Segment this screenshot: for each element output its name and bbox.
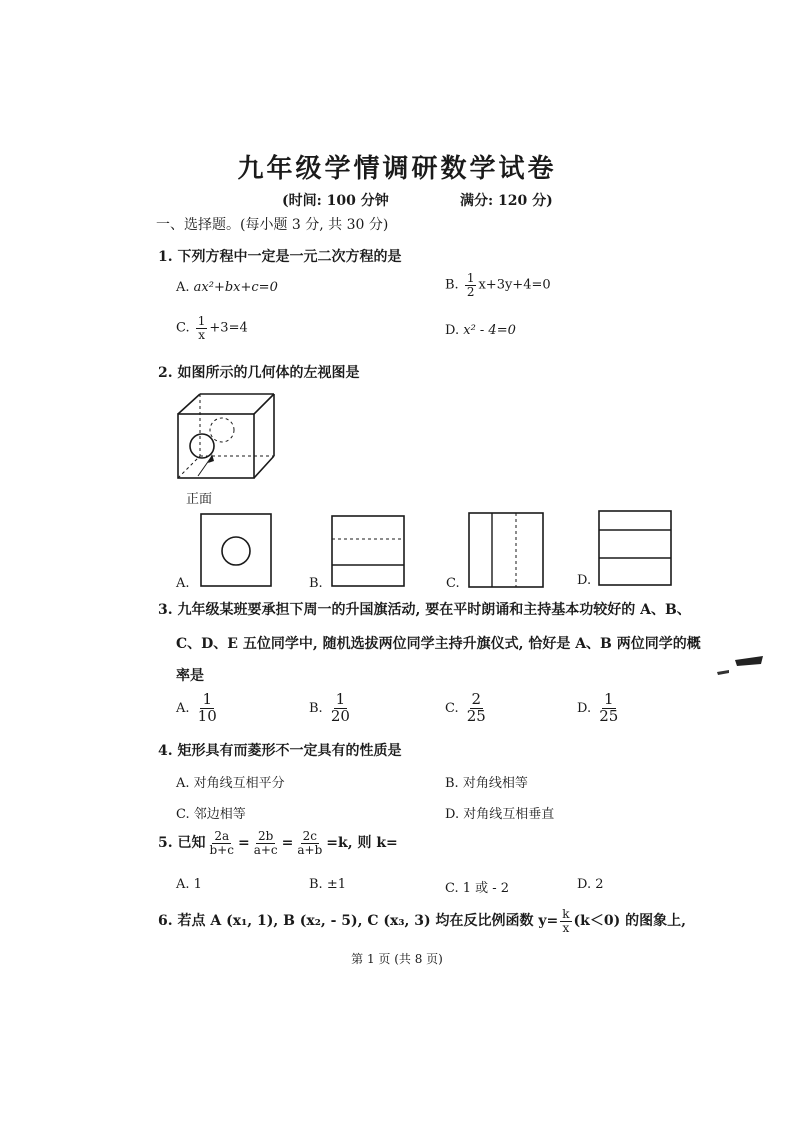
question-3-line-3: 率是 <box>176 668 204 684</box>
fraction: $\frac{1}{10}$ <box>197 690 217 725</box>
view-c-label: C. <box>446 576 460 591</box>
q5-option-c: C. 1 或 - 2 <box>445 881 510 896</box>
fraction: $\frac{2a}{b+c}$ <box>209 829 234 857</box>
option-label: A. <box>176 700 190 716</box>
option-label: B. <box>445 277 459 293</box>
scan-smudge <box>715 654 765 678</box>
question-3-line-2: C、D、E 五位同学中, 随机选拔两位同学主持升旗仪式, 恰好是 A、B 两位同学的概 <box>176 636 701 652</box>
fraction: $\frac{1}{20}$ <box>330 690 350 725</box>
exam-score: 满分: 120 分) <box>460 193 553 209</box>
q3-option-d <box>577 692 622 725</box>
q5-option-d: D. 2 <box>577 877 604 892</box>
view-b-figure <box>331 515 405 587</box>
option-expression: +3=4 <box>209 320 248 336</box>
option-label: D. <box>445 323 460 338</box>
fraction: $\frac{1}{25}$ <box>599 690 619 725</box>
q4-option-d: D. 对角线互相垂直 <box>445 807 555 822</box>
view-d-label: D. <box>577 573 592 588</box>
fraction: $\frac{2}{25}$ <box>466 690 486 725</box>
q1-option-d <box>445 323 516 338</box>
view-a-figure <box>200 513 272 587</box>
question-1-stem: 1. 下列方程中一定是一元二次方程的是 <box>158 249 402 265</box>
option-label: B. <box>309 700 323 716</box>
q1-option-c <box>176 315 248 341</box>
view-d-figure <box>598 510 672 586</box>
q5-option-a: A. 1 <box>176 877 202 892</box>
q5-suffix: =k, 则 k= <box>326 835 398 852</box>
question-4-stem: 4. 矩形具有而菱形不一定具有的性质是 <box>158 743 402 759</box>
page-title: 九年级学情调研数学试卷 <box>237 154 557 184</box>
question-2-stem: 2. 如图所示的几何体的左视图是 <box>158 365 360 381</box>
q1-option-b <box>445 272 551 298</box>
q4-option-c: C. 邻边相等 <box>176 807 246 822</box>
equals-sign: = <box>281 835 294 852</box>
q3-option-a <box>176 692 221 725</box>
fraction: $\frac{2b}{a+c}$ <box>253 829 278 857</box>
question-3-line-1: 3. 九年级某班要承担下周一的升国旗活动, 要在平时朗诵和主持基本功较好的 A、B、 <box>158 602 691 618</box>
view-b-label: B. <box>309 576 323 591</box>
option-label: D. <box>577 700 592 716</box>
q3-option-c <box>445 692 490 725</box>
fraction: $\frac{1}{2}$ <box>466 271 475 299</box>
option-label: C. <box>176 320 190 336</box>
question-5-stem <box>158 830 398 856</box>
equals-sign: = <box>237 835 250 852</box>
view-c-figure <box>468 512 544 588</box>
page-footer: 第 1 页 (共 8 页) <box>351 952 443 966</box>
section-heading: 一、选择题。(每小题 3 分, 共 30 分) <box>156 217 389 233</box>
q4-option-a: A. 对角线互相平分 <box>176 776 285 791</box>
q5-prefix: 5. 已知 <box>158 835 206 852</box>
q1-option-a <box>176 280 278 295</box>
q5-option-b: B. ±1 <box>309 877 346 892</box>
q6-prefix: 6. 若点 A (x₁, 1), B (x₂, - 5), C (x₃, 3) 均在反比例函数 y= <box>158 913 559 930</box>
question-6-stem <box>158 908 686 934</box>
exam-time: (时间: 100 分钟 <box>282 193 389 209</box>
cube-figure <box>170 388 280 488</box>
option-label: C. <box>445 700 459 716</box>
option-expression: x+3y+4=0 <box>478 277 551 293</box>
q3-option-b <box>309 692 354 725</box>
fraction: $\frac{k}{x}$ <box>562 907 570 935</box>
fraction: $\frac{1}{x}$ <box>197 314 206 342</box>
q4-option-b: B. 对角线相等 <box>445 776 528 791</box>
q6-suffix: (k＜0) 的图象上, <box>573 913 686 930</box>
option-expression: ax²+bx+c=0 <box>193 280 278 295</box>
front-label: 正面 <box>186 492 213 507</box>
fraction: $\frac{2c}{a+b}$ <box>297 829 323 857</box>
option-expression: x² - 4=0 <box>463 323 516 338</box>
view-a-label: A. <box>176 576 190 591</box>
option-label: A. <box>176 280 190 295</box>
